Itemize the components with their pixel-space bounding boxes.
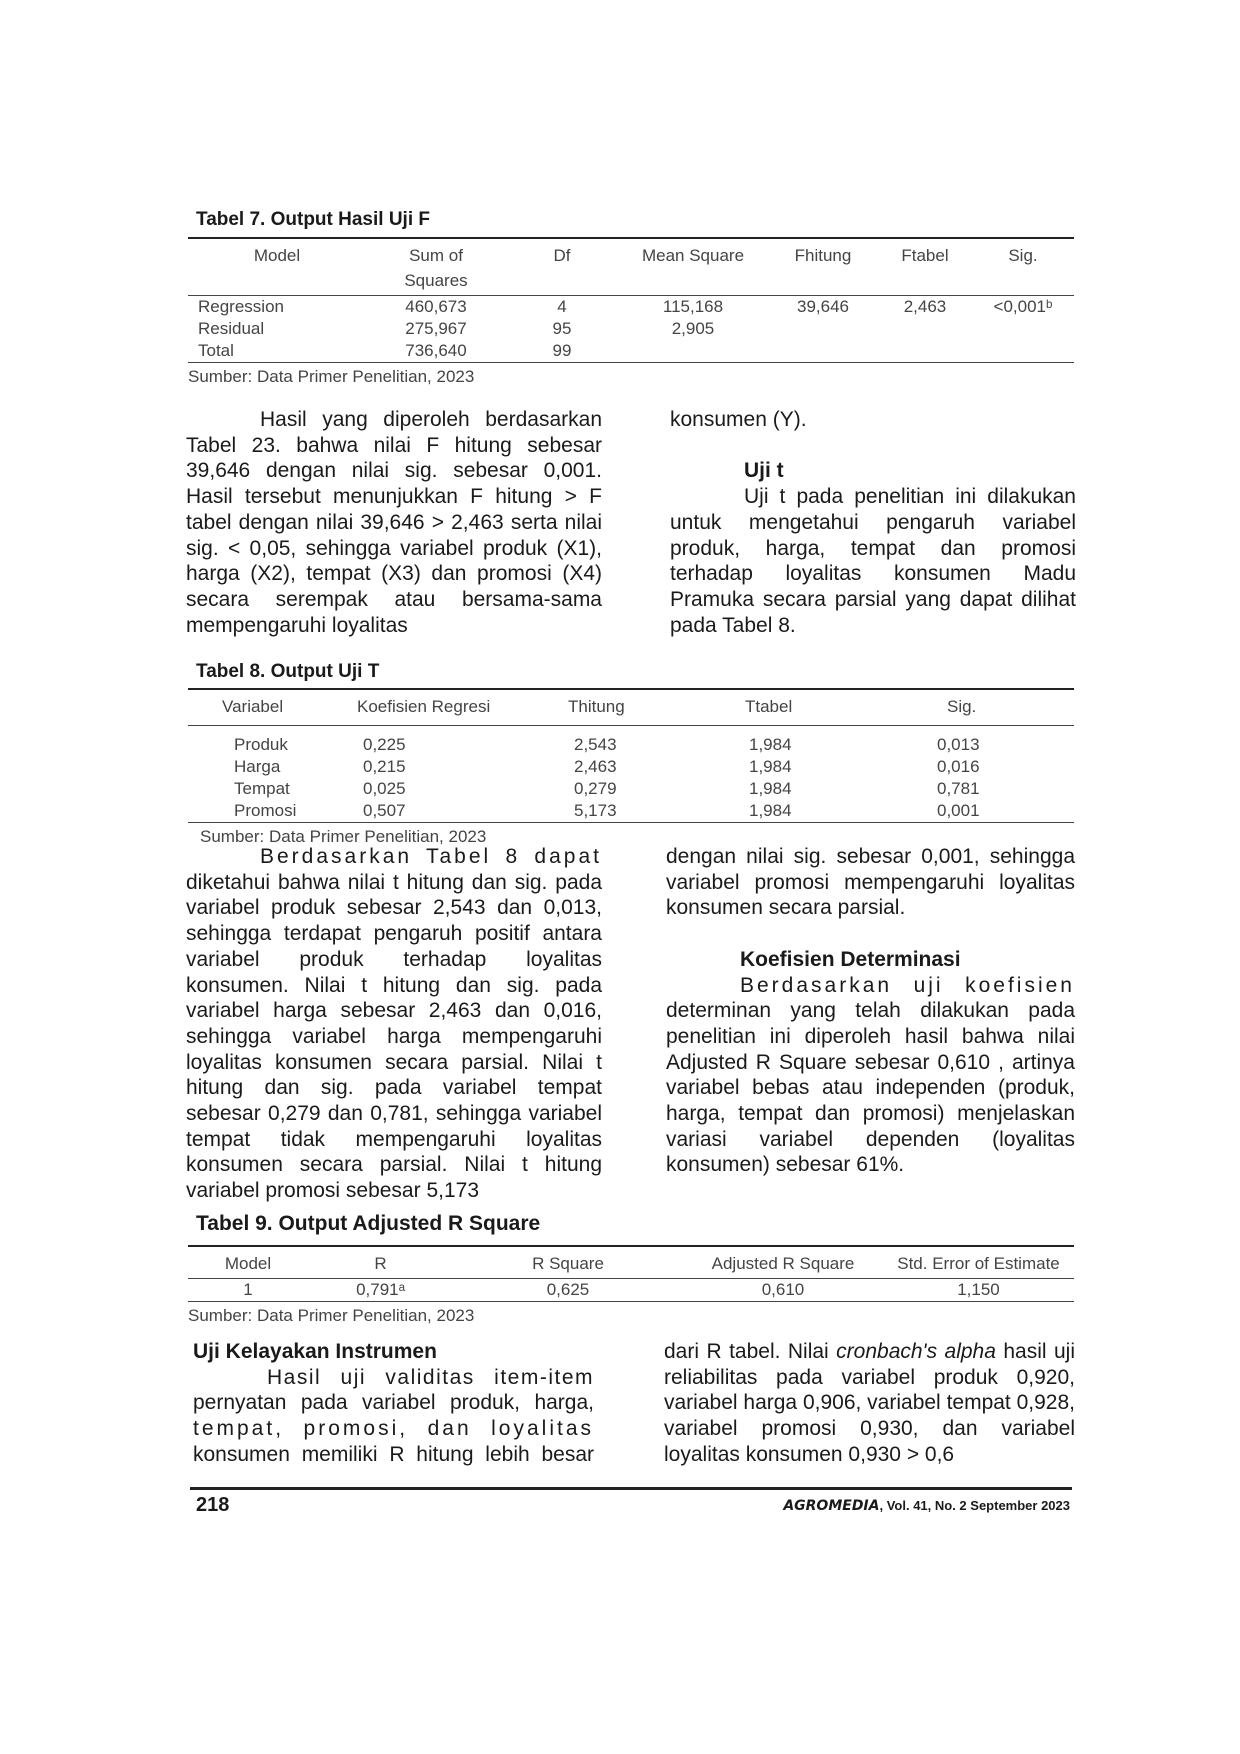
section3-right-column bbox=[664, 1339, 1075, 1468]
table-cell: 0,001 bbox=[937, 800, 980, 820]
table-cell bbox=[618, 340, 768, 363]
header-cell: R bbox=[374, 1254, 387, 1273]
table8-caption: Tabel 8. Output Uji T bbox=[196, 661, 380, 682]
section1-right-column bbox=[670, 407, 1076, 638]
table-cell: <0,001ᵇ bbox=[993, 297, 1053, 316]
table7-grid bbox=[188, 237, 1074, 363]
table-cell: 1,984 bbox=[749, 756, 792, 776]
header-cell: Thitung bbox=[568, 697, 625, 716]
table-cell: 5,173 bbox=[574, 800, 617, 820]
table-cell: 1 bbox=[243, 1280, 253, 1299]
table-cell: Promosi bbox=[234, 800, 297, 820]
table-cell bbox=[768, 318, 878, 340]
table9-source: Sumber: Data Primer Penelitian, 2023 bbox=[188, 1306, 475, 1325]
table-cell: 460,673 bbox=[405, 297, 467, 316]
table-cell: 0,215 bbox=[363, 756, 406, 776]
table-cell: Total bbox=[198, 341, 234, 360]
table-cell: 0,279 bbox=[574, 778, 617, 798]
paragraph: Hasil yang diperoleh berdasarkan Tabel 23. bahwa nilai F hitung sebesar 39,646 dengan nilai sig. sebesar 0,001. Hasil tersebut menunjukkan F hitung > F tabel dengan nilai 39,646 > 2,463 serta nilai sig. < 0,05, sehingga variabel produk (X1), harga (X2), tempat (X3) dan promosi (X4) secara serempak atau bersama-sama mempengaruhi loyalitas bbox=[186, 408, 602, 637]
section1-left-column bbox=[186, 407, 602, 638]
table-cell bbox=[768, 340, 878, 363]
paragraph bbox=[186, 844, 602, 1204]
header-cell: Std. Error of Estimate bbox=[897, 1254, 1060, 1273]
table8-source: Sumber: Data Primer Penelitian, 2023 bbox=[200, 826, 487, 846]
table-cell: Produk bbox=[234, 734, 288, 754]
table-cell: Harga bbox=[234, 756, 281, 776]
table-cell: 1,984 bbox=[749, 800, 792, 820]
table-cell: 115,168 bbox=[662, 297, 724, 316]
table-row bbox=[188, 756, 1074, 778]
header-cell: Df bbox=[553, 246, 571, 265]
table-cell: Regression bbox=[198, 297, 284, 316]
table-cell bbox=[972, 318, 1074, 340]
table-cell bbox=[972, 340, 1074, 363]
table-cell: 736,640 bbox=[405, 341, 467, 360]
table-cell: 1,150 bbox=[957, 1280, 1000, 1299]
section3-left-column bbox=[193, 1339, 594, 1468]
table-row bbox=[188, 800, 1074, 823]
header-cell: Koefisien Regresi bbox=[357, 697, 491, 716]
table9-grid bbox=[188, 1245, 1074, 1302]
table-cell: Residual bbox=[198, 319, 265, 338]
paragraph bbox=[664, 1339, 1075, 1468]
page-number: 218 bbox=[196, 1494, 230, 1516]
table-cell: Tempat bbox=[234, 778, 290, 798]
table-row bbox=[188, 778, 1074, 800]
italic-term: cronbach's alpha bbox=[836, 1340, 996, 1363]
header-cell: R Square bbox=[532, 1254, 604, 1273]
table-row bbox=[188, 296, 1074, 319]
paragraph-line: konsumen memiliki R hitung lebih besar bbox=[193, 1442, 594, 1466]
paragraph: dengan nilai sig. sebesar 0,001, sehingga variabel promosi mempengaruhi loyalitas konsumen secara parsial. bbox=[666, 845, 1075, 920]
table-cell: 0,791ᵃ bbox=[356, 1280, 405, 1299]
paragraph: Uji t pada penelitian ini dilakukan untuk mengetahui pengaruh variabel produk, harga, tempat dan promosi terhadap loyalitas konsumen Madu Pramuka secara parsial yang dapat dilihat pada Tabel 8. bbox=[670, 485, 1076, 637]
header-cell: Ttabel bbox=[745, 697, 793, 716]
table-cell: 2,463 bbox=[903, 297, 947, 316]
table-cell: 0,610 bbox=[761, 1280, 805, 1299]
paragraph-line: pernyatan pada variabel produk, harga, bbox=[193, 1391, 594, 1415]
header-cell: Sig. bbox=[1008, 246, 1038, 265]
table-cell: 2,543 bbox=[574, 734, 617, 754]
table-cell: 0,016 bbox=[937, 756, 980, 776]
heading-uji-kelayakan: Uji Kelayakan Instrumen bbox=[193, 1340, 437, 1363]
header-cell: Sig. bbox=[947, 697, 977, 716]
table-cell: 1,984 bbox=[749, 778, 792, 798]
table8-grid bbox=[188, 688, 1074, 823]
table9 bbox=[188, 1245, 1074, 1326]
table7 bbox=[188, 237, 1074, 387]
header-cell: Mean Square bbox=[641, 246, 745, 265]
paragraph bbox=[666, 973, 1075, 1179]
table-cell: 1,984 bbox=[749, 734, 792, 754]
table-cell: 0,013 bbox=[937, 734, 980, 754]
table-cell: 0,625 bbox=[546, 1280, 590, 1299]
header-cell: Model bbox=[224, 1254, 272, 1273]
paragraph-line bbox=[193, 1365, 594, 1391]
body-text: diketahui bahwa nilai t hitung dan sig. pada variabel produk sebesar 2,543 dan 0,013, sehingga terdapat pengaruh positif antara variabel produk terhadap loyalitas konsumen. Nilai t hitung dan sig. pada variabel harga sebesar 2,463 dan 0,016, sehingga variabel harga mempengaruhi loyalitas konsumen secara parsial. Nilai t hitung dan sig. pada variabel tempat sebesar 0,279 dan 0,781, sehingga variabel tempat tidak mempengaruhi loyalitas konsumen secara parsial. Nilai t hitung variabel promosi sebesar 5,173 bbox=[186, 870, 602, 1203]
table-cell: 4 bbox=[557, 297, 567, 316]
header-cell: Adjusted R Square bbox=[711, 1254, 855, 1273]
table9-caption: Tabel 9. Output Adjusted R Square bbox=[196, 1212, 541, 1235]
lead-text: Hasil uji validitas item-item bbox=[267, 1365, 594, 1389]
body-text: hasil uji reliabilitas pada variabel produk 0,920, variabel harga 0,906, variabel tempat 0,928, variabel promosi 0,930, dan variabel loyalitas konsumen 0,930 > 0,6 bbox=[664, 1340, 1075, 1466]
journal-issue: , Vol. 41, No. 2 September 2023 bbox=[879, 1498, 1070, 1513]
footer-rule bbox=[190, 1487, 1072, 1490]
table7-source: Sumber: Data Primer Penelitian, 2023 bbox=[188, 367, 475, 386]
table-cell bbox=[878, 318, 972, 340]
table8 bbox=[188, 688, 1074, 847]
table-cell: 0,781 bbox=[937, 778, 980, 798]
paragraph: konsumen (Y). bbox=[670, 408, 807, 431]
journal-info bbox=[783, 1498, 1070, 1514]
header-cell: Model bbox=[253, 246, 301, 265]
paragraph-line: tempat, promosi, dan loyalitas bbox=[193, 1417, 594, 1441]
table-cell: 95 bbox=[552, 319, 572, 338]
heading-uji-t: Uji t bbox=[744, 459, 784, 483]
table-cell: 0,225 bbox=[363, 734, 406, 754]
table-cell: 39,646 bbox=[797, 297, 849, 316]
journal-name: AGROMEDIA bbox=[783, 1498, 880, 1514]
body-text: determinan yang telah dilakukan pada penelitian ini diperoleh hasil bahwa nilai Adjusted R Square sebesar 0,610 , artinya variabel bebas atau independen (produk, harga, tempat dan promosi) menjelaskan variasi variabel dependen (loyalitas konsumen) sebesar 61%. bbox=[666, 999, 1075, 1177]
header-cell: Ftabel bbox=[901, 246, 949, 265]
table-row bbox=[188, 340, 1074, 363]
header-cell: Fhitung bbox=[794, 246, 852, 265]
lead-text: Berdasarkan uji koefisien bbox=[740, 973, 1075, 997]
header-cell: Sum of Squares bbox=[404, 246, 468, 290]
table-cell: 0,507 bbox=[363, 800, 406, 820]
heading-koefisien-determinasi: Koefisien Determinasi bbox=[740, 947, 961, 971]
table-cell: 99 bbox=[552, 341, 572, 360]
table-row bbox=[188, 1279, 1074, 1302]
table-cell: 2,905 bbox=[671, 319, 715, 338]
body-text: dari R tabel. Nilai bbox=[664, 1340, 837, 1363]
table7-caption: Tabel 7. Output Hasil Uji F bbox=[196, 209, 431, 230]
lead-text: Berdasarkan Tabel 8 dapat bbox=[260, 845, 602, 868]
section2-left-column bbox=[186, 844, 602, 1204]
table-row bbox=[188, 318, 1074, 340]
section2-right-column bbox=[666, 844, 1075, 1178]
table-cell: 275,967 bbox=[405, 319, 467, 338]
table-row bbox=[188, 734, 1074, 756]
header-cell: Variabel bbox=[222, 697, 284, 716]
table-cell: 2,463 bbox=[574, 756, 617, 776]
table-cell bbox=[878, 340, 972, 363]
table-cell: 0,025 bbox=[363, 778, 406, 798]
